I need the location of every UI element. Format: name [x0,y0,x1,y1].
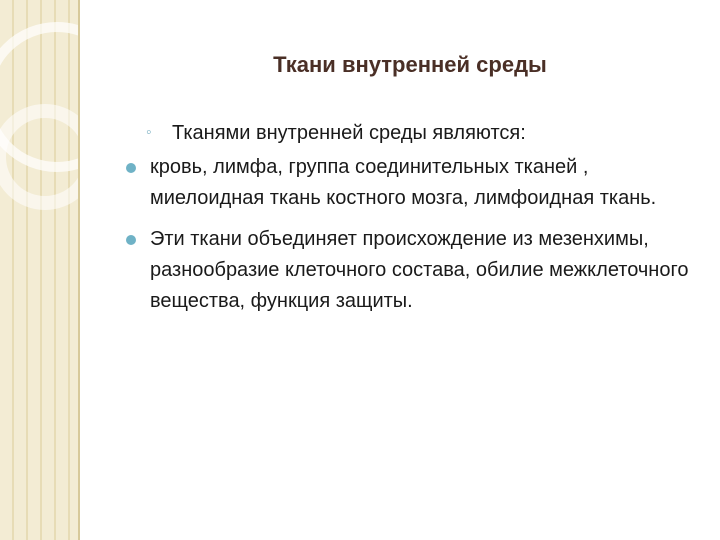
slide-content [130,118,700,327]
ring-bullet-icon: ◦ [146,124,152,141]
bullet-text: Эти ткани объединяет происхождение из мезенхимы, разнообразие клеточного состава, обилие межклеточного вещества, функция защиты. [150,228,689,312]
bullet-text: кровь, лимфа, группа соединительных тканей , миелоидная ткань костного мозга, лимфоидная ткань. [150,156,657,209]
panel-divider [78,0,80,540]
slide-title: Ткани внутренней среды [273,52,547,77]
bullet-dot-icon [126,235,136,245]
bullet-item [130,224,700,317]
sub-bullet-item [130,118,700,148]
bullet-dot-icon [126,163,136,173]
sub-bullet-text: Тканями внутренней среды являются: [172,122,526,144]
decorative-side-panel [0,0,78,540]
bullet-item [130,152,700,214]
decorative-ring-icon [0,104,78,210]
